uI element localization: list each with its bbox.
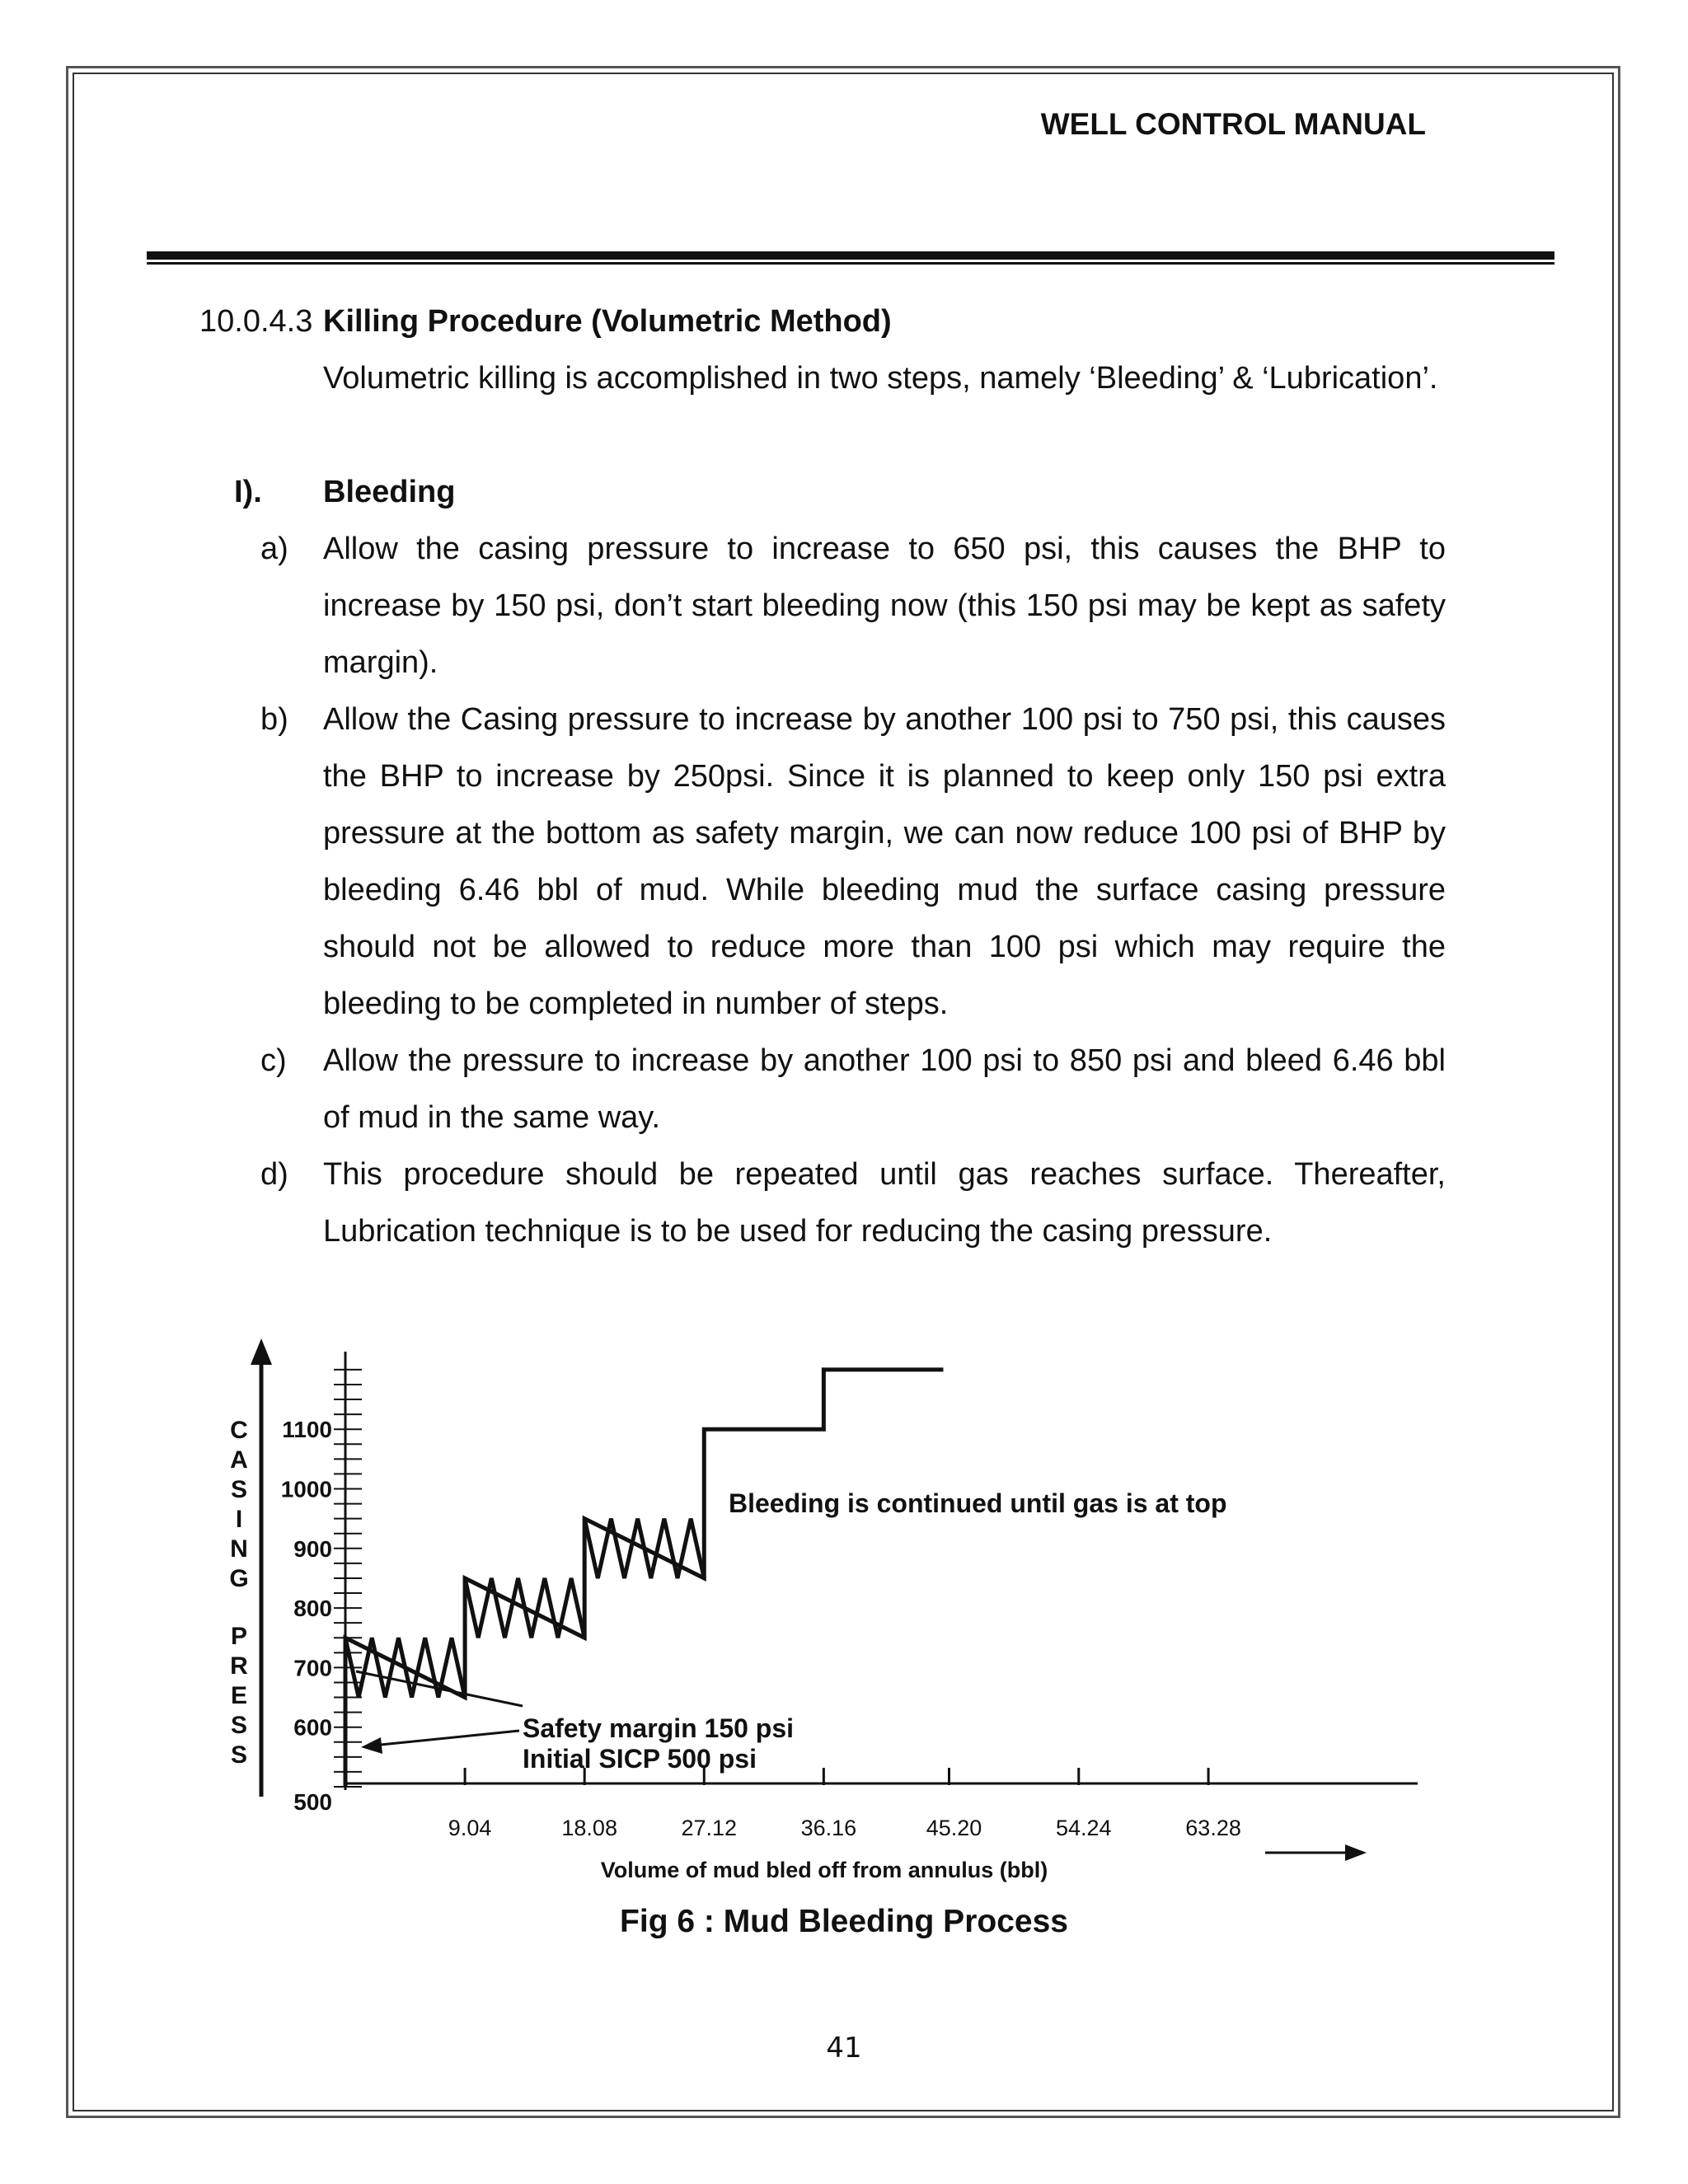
subsection-number: I). <box>234 475 262 509</box>
leader-arrowhead <box>361 1737 382 1754</box>
page-number: 41 <box>826 2032 862 2064</box>
annotation-bleeding-continued: Bleeding is continued until gas is at top <box>729 1488 1227 1518</box>
y-tick-label: 1100 <box>282 1417 332 1443</box>
y-axis-label-letter: E <box>230 1682 248 1709</box>
item-text-b: Allow the Casing pressure to increase by another 100 psi to 750 psi, this causes the BHP to increase by 250psi. Since it is planned to keep only 150 psi extra pressure at the bottom as safety margin, we can now reduce 100 psi of BHP by bleeding 6.46 bbl of mud. While bleeding mud the surface casing pressure should not be allowed to reduce more than 100 psi which may require the bleeding to be completed in number of steps. <box>323 702 1446 1021</box>
y-axis-label-letter: A <box>230 1446 248 1474</box>
y-tick-label: 500 <box>293 1789 332 1815</box>
section-intro: Volumetric killing is accomplished in two steps, namely ‘Bleeding’ & ‘Lubrication’. <box>323 361 1438 396</box>
section-number: 10.0.4.3 <box>199 304 313 339</box>
item-marker-d: d) <box>260 1157 288 1192</box>
y-axis-label-letter: S <box>230 1741 248 1769</box>
y-tick-labels <box>281 1417 332 1815</box>
leader-line-safety-margin <box>356 1671 523 1706</box>
y-axis-arrowhead <box>251 1338 272 1365</box>
item-text-d: This procedure should be repeated until gas reaches surface. Thereafter, Lubrication technique is to be used for reducing the casing pressure. <box>323 1157 1446 1249</box>
x-tick-label: 9.04 <box>448 1816 492 1840</box>
y-axis-label-letter: C <box>230 1417 248 1444</box>
y-axis-label-letter: G <box>229 1565 249 1592</box>
annotation-initial-sicp: Initial SICP 500 psi <box>523 1744 757 1774</box>
y-tick-label: 800 <box>293 1596 332 1622</box>
x-tick-label: 18.08 <box>561 1816 617 1840</box>
y-minor-ticks <box>334 1370 362 1787</box>
x-tick-label: 54.24 <box>1055 1816 1112 1840</box>
x-axis-label: Volume of mud bled off from annulus (bbl) <box>600 1858 1048 1882</box>
x-tick-label: 27.12 <box>681 1816 738 1840</box>
y-axis-label-letter: P <box>230 1623 248 1650</box>
subsection-title: Bleeding <box>323 475 456 509</box>
y-tick-label: 1000 <box>280 1476 332 1502</box>
item-marker-a: a) <box>260 532 288 566</box>
running-header: WELL CONTROL MANUAL <box>1040 107 1426 141</box>
x-axis-arrowhead <box>1345 1844 1367 1861</box>
item-text-a: Allow the casing pressure to increase to 650 psi, this causes the BHP to increase by 150 psi, don’t start bleeding now (this 150 psi may be kept as safety margin). <box>323 532 1446 680</box>
figure-caption: Fig 6 : Mud Bleeding Process <box>620 1904 1068 1939</box>
y-axis-label-letter: S <box>230 1476 248 1503</box>
x-tick-labels <box>448 1816 1241 1840</box>
y-axis-label-letter: I <box>235 1506 243 1533</box>
annotation-safety-margin: Safety margin 150 psi <box>523 1713 795 1743</box>
y-axis-label <box>229 1417 248 1769</box>
y-tick-label: 600 <box>293 1714 332 1741</box>
item-text-c: Allow the pressure to increase by another 100 psi to 850 psi and bleed 6.46 bbl of mud in the same way. <box>323 1043 1446 1135</box>
leader-line-initial-sicp <box>373 1731 519 1746</box>
y-axis-label-letter: S <box>230 1712 248 1739</box>
y-tick-label: 700 <box>293 1655 332 1681</box>
item-marker-c: c) <box>260 1043 287 1078</box>
item-marker-b: b) <box>260 702 288 737</box>
x-tick-label: 45.20 <box>926 1816 982 1840</box>
y-axis-label-letter: R <box>230 1652 248 1680</box>
x-tick-label: 63.28 <box>1185 1816 1241 1840</box>
section-title: Killing Procedure (Volumetric Method) <box>323 304 892 339</box>
y-axis-label-letter: N <box>230 1535 248 1563</box>
bleeding-zigzags <box>345 1519 704 1698</box>
y-tick-label: 900 <box>293 1535 332 1562</box>
x-tick-label: 36.16 <box>800 1816 857 1840</box>
